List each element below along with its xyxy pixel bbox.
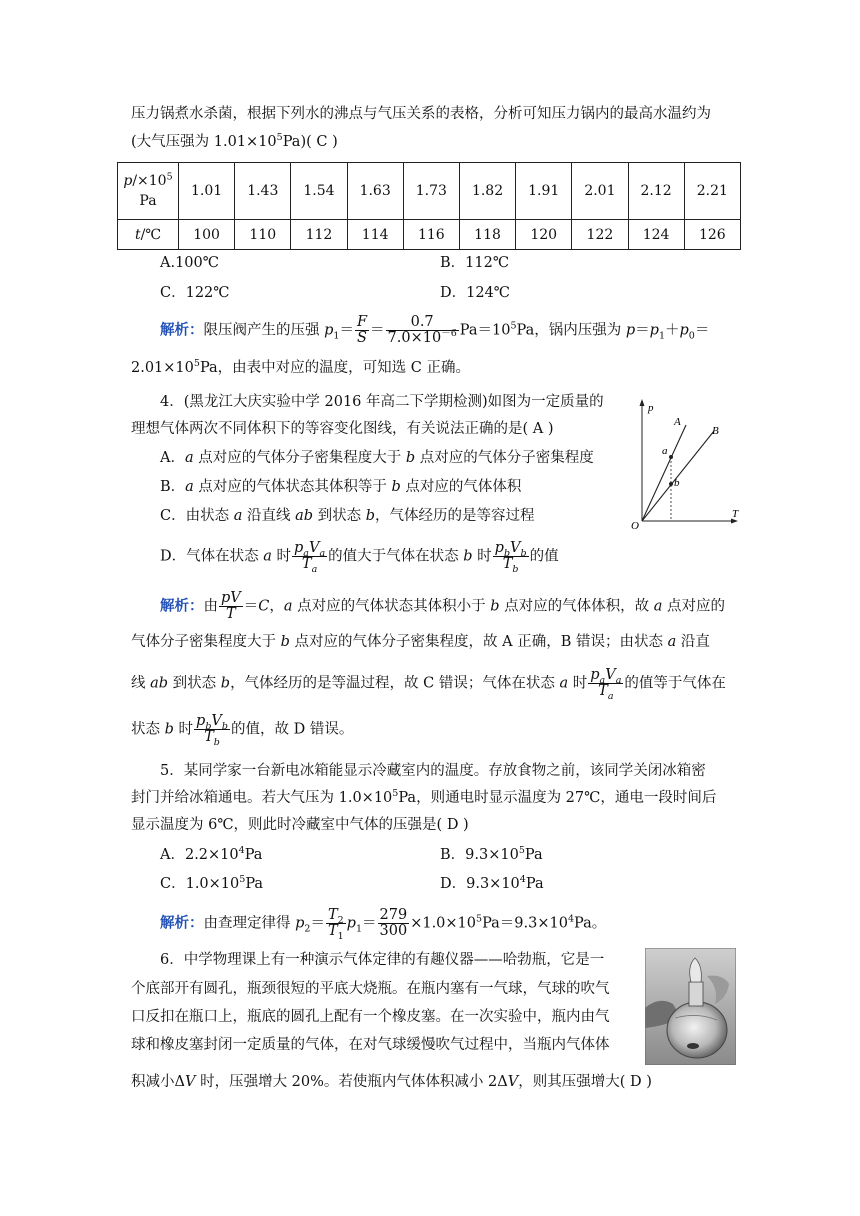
table-cell: 2.01: [572, 163, 628, 220]
q4-analysis-line1: 解析：由 $\frac{pV}{T}$ ＝C，a 点对应的气体状态其体积小于 b 点对应的气体体积，故 a 点对应的: [160, 590, 726, 622]
q3-analysis-line1: 解析：限压阀产生的压强 $p_1=$ $\frac{F}{S}$ ＝ $\frac{0.7}{7.0\times 10^{-6}}$ $Pa=10^5Pa$，锅内压强为 $p=p_1+p_0=$: [160, 314, 710, 346]
point-b: [669, 482, 673, 486]
q3-stem-line2: (大气压强为 $1.01\times 10^5Pa$)( C ): [131, 132, 338, 150]
table-cell: 1.01: [179, 163, 235, 220]
table-cell: 124: [628, 220, 684, 250]
q5-option-a: A．$2.2\times 10^4Pa$: [160, 845, 263, 863]
table-cell: 112: [291, 220, 347, 250]
table-row-pressure: [118, 163, 741, 220]
q4-option-a: A．a 点对应的气体分子密集程度大于 b 点对应的气体分子密集程度: [160, 450, 594, 466]
q6-line3: 口反扣在瓶口上，瓶底的圆孔上配有一个橡皮塞。在一次实验中，瓶内由气: [131, 1009, 610, 1025]
boiling-point-table: [117, 162, 741, 250]
table-cell: 1.54: [291, 163, 347, 220]
table-cell: 100: [179, 220, 235, 250]
table-cell: 114: [347, 220, 403, 250]
q4-analysis-line2: 气体分子密集程度大于 b 点对应的气体分子密集程度，故 A 正确，B 错误；由状态 a 沿直: [131, 634, 710, 650]
q5-stem-line1: 5．某同学家一台新电冰箱能显示冷藏室内的温度。存放食物之前，该同学关闭冰箱密: [160, 763, 706, 779]
point-a: [669, 455, 673, 459]
q5-analysis: 解析：由查理定律得 $p_2=$ $\frac{T_2}{T_1}$ $p_1=$ $\frac{279}{300}$ $\times 1.0\times 10^5Pa=9.3\times 10^4Pa$。: [160, 907, 607, 942]
t-axis-label: T: [732, 508, 739, 520]
q3-option-c: C．122℃: [160, 285, 230, 301]
q4-analysis-line4: 状态 b 时 $\frac{p_bV_b}{T_b}$ 的值，故 D 错误。: [131, 713, 354, 748]
table-cell: 120: [516, 220, 572, 250]
temperature-header: t/℃: [118, 220, 179, 250]
q6-line1: 6．中学物理课上有一种演示气体定律的有趣仪器——哈勃瓶，它是一: [160, 952, 605, 968]
q6-line5: 积减小ΔV 时，压强增大 20%。若使瓶内气体体积减小 2ΔV，则其压强增大( D ): [131, 1074, 652, 1090]
q3-analysis-line2: $2.01\times 10^5Pa$，由表中对应的温度，可知选 C 正确。: [131, 358, 470, 376]
table-cell: 1.43: [235, 163, 291, 220]
point-a-label: a: [662, 445, 668, 457]
table-cell: 110: [235, 220, 291, 250]
table-cell: 1.63: [347, 163, 403, 220]
p-axis-arrow: [640, 399, 645, 406]
q3-stem-line1: 压力锅煮水杀菌，根据下列水的沸点与气压关系的表格，分析可知压力锅内的最高水温约为: [131, 106, 711, 122]
analysis-label: 解析：: [160, 597, 204, 615]
line-b-label: B: [712, 425, 719, 437]
table-cell: 116: [403, 220, 459, 250]
q5-stem-line3: 显示温度为 6℃，则此时冷藏室中气体的压强是( D ): [131, 817, 469, 833]
table-cell: 1.91: [516, 163, 572, 220]
q3-option-b: B．112℃: [440, 255, 510, 271]
table-cell: 122: [572, 220, 628, 250]
q4-option-b: B．a 点对应的气体状态其体积等于 b 点对应的气体体积: [160, 479, 522, 495]
q4-stem-line2: 理想气体两次不同体积下的等容变化图线，有关说法正确的是( A ): [131, 421, 554, 437]
point-b-label: b: [674, 477, 680, 489]
table-cell: 118: [459, 220, 515, 250]
q5-option-b: B．$9.3\times 10^5Pa$: [440, 845, 543, 863]
q3-option-a: A.100℃: [160, 255, 219, 271]
isochore-b: [642, 431, 714, 521]
q4-stem-line1: 4．(黑龙江大庆实验中学 2016 年高二下学期检测)如图为一定质量的: [160, 394, 604, 410]
hubble-flask-photo: [645, 948, 736, 1065]
q4-analysis-line3: 线 ab 到状态 b，气体经历的是等温过程，故 C 错误；气体在状态 a 时 $\frac{p_aV_a}{T_a}$ 的值等于气体在: [131, 667, 726, 702]
table-cell: 2.12: [628, 163, 684, 220]
table-cell: 1.73: [403, 163, 459, 220]
q5-option-d: D．$9.3\times 10^4Pa$: [440, 874, 544, 892]
table-row-temperature: [118, 220, 741, 250]
table-cell: 1.82: [459, 163, 515, 220]
isochore-a: [642, 425, 686, 521]
q3-option-d: D．124℃: [440, 285, 511, 301]
q4-option-c: C．由状态 a 沿直线 ab 到状态 b，气体经历的是等容过程: [160, 508, 535, 524]
origin-label: O: [631, 520, 639, 530]
table-cell: 2.21: [684, 163, 740, 220]
q6-line4: 球和橡皮塞封闭一定质量的气体，在对气球缓慢吹气过程中，当瓶内气体体: [131, 1037, 610, 1053]
analysis-label: 解析：: [160, 321, 204, 339]
q6-line2: 个底部开有圆孔，瓶颈很短的平底大烧瓶。在瓶内塞有一气球，气球的吹气: [131, 981, 610, 997]
pt-diagram: [628, 395, 744, 530]
line-a-label: A: [674, 416, 681, 428]
pressure-header: $p/\times 10^5$ Pa: [118, 163, 179, 220]
q5-stem-line2: 封门并给冰箱通电。若大气压为 $1.0\times 10^5Pa$，则通电时显示温度为 27℃，通电一段时间后: [131, 788, 717, 806]
q4-option-d: D．气体在状态 a 时 $\frac{p_aV_a}{T_a}$ 的值大于气体在状态 b 时 $\frac{p_bV_b}{T_b}$ 的值: [160, 540, 559, 575]
p-axis-label: p: [648, 402, 654, 414]
table-cell: 126: [684, 220, 740, 250]
q5-option-c: C．$1.0\times 10^5Pa$: [160, 874, 264, 892]
analysis-label: 解析：: [160, 914, 204, 932]
